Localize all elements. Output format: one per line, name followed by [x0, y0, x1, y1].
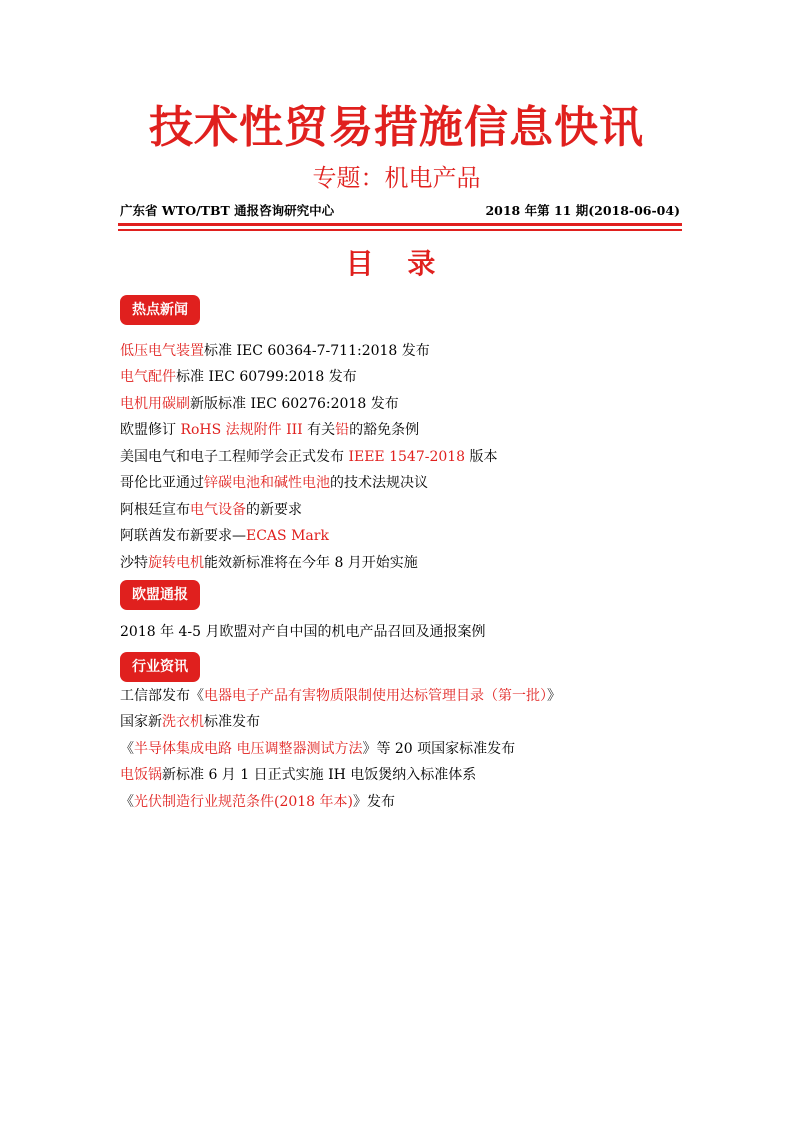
toc-item-text: 有关 [302, 422, 336, 438]
toc-item[interactable] [120, 498, 302, 522]
toc-item-text: 标准发布 [204, 714, 260, 730]
toc-item-highlight: 电气配件 [120, 369, 176, 385]
toc-item-highlight: IEEE 1547-2018 [348, 449, 466, 465]
toc-item-highlight: 电机用碳刷 [120, 396, 190, 412]
toc-item-text: 版本 [465, 449, 498, 465]
toc-item[interactable] [120, 339, 430, 363]
toc-item-highlight: 洗衣机 [162, 714, 204, 730]
toc-item[interactable] [120, 445, 498, 469]
toc-item-highlight: 半导体集成电路 电压调整器测试方法 [134, 741, 363, 757]
issue-number: 2018 年第 11 期(2018-06-04) [485, 203, 680, 218]
toc-item-highlight: 铅 [335, 422, 350, 438]
toc-item[interactable] [120, 737, 515, 761]
toc-item[interactable] [120, 365, 357, 389]
section-tag-hot-news: 热点新闻 [120, 295, 200, 325]
toc-item-highlight: 光伏制造行业规范条件(2018 年本) [134, 794, 354, 810]
toc-item-highlight: 旋转电机 [148, 555, 204, 571]
toc-item[interactable] [120, 471, 428, 495]
toc-item-text: 阿联酋发布新要求— [120, 528, 246, 544]
toc-item-highlight: 电饭锅 [120, 767, 162, 783]
toc-item-highlight: RoHS 法规附件 III [180, 422, 303, 438]
toc-item-text: 的豁免条例 [349, 422, 420, 438]
section-tag-industry-news: 行业资讯 [120, 652, 200, 682]
toc-item-text: 欧盟修订 [120, 422, 181, 438]
masthead-thin-rule [118, 229, 682, 231]
toc-item[interactable] [120, 418, 419, 442]
toc-item-text: 新版标准 IEC 60276:2018 发布 [190, 396, 399, 412]
toc-item-highlight: ECAS Mark [246, 528, 329, 544]
toc-item[interactable] [120, 763, 476, 787]
masthead-thick-rule [118, 223, 682, 226]
toc-item[interactable] [120, 551, 418, 575]
toc-item-text: 沙特 [120, 555, 148, 571]
toc-item-text: 的技术法规决议 [330, 475, 428, 491]
toc-item-highlight: 电气设备 [190, 502, 246, 518]
section-tag-eu-notifications: 欧盟通报 [120, 580, 200, 610]
publisher-name: 广东省 WTO/TBT 通报咨询研究中心 [120, 203, 335, 218]
toc-item[interactable] [120, 524, 329, 548]
toc-item-text: 》等 20 项国家标准发布 [362, 741, 516, 757]
toc-item-text: 的新要求 [246, 502, 302, 518]
toc-item[interactable] [120, 684, 561, 708]
toc-item-text: 阿根廷宣布 [120, 502, 190, 518]
toc-item-text: 《 [120, 741, 134, 757]
toc-item-text: 国家新 [120, 714, 162, 730]
toc-item-text: 美国电气和电子工程师学会正式发布 [120, 449, 349, 465]
toc-item-text: 》 [547, 688, 561, 704]
toc-heading: 目 录 [345, 247, 448, 280]
toc-item-text: 哥伦比亚通过 [120, 475, 204, 491]
toc-item-highlight: 低压电气装置 [120, 343, 204, 359]
toc-item[interactable] [120, 392, 399, 416]
toc-item[interactable] [120, 710, 260, 734]
newsletter-subtitle: 专题：机电产品 [312, 164, 481, 192]
toc-item-text: 新标准 6 月 1 日正式实施 IH 电饭煲纳入标准体系 [162, 767, 477, 783]
toc-item[interactable] [120, 790, 395, 814]
toc-item-text: 标准 IEC 60364-7-711:2018 发布 [204, 343, 430, 359]
toc-item[interactable] [120, 620, 486, 644]
toc-item-text: 标准 IEC 60799:2018 发布 [176, 369, 357, 385]
toc-item-text: 2018 年 4-5 月欧盟对产自中国的机电产品召回及通报案例 [120, 624, 486, 640]
newsletter-title: 技术性贸易措施信息快讯 [149, 102, 644, 153]
toc-item-highlight: 电器电子产品有害物质限制使用达标管理目录（第一批） [204, 688, 547, 704]
masthead-info [120, 201, 680, 221]
toc-item-text: 能效新标准将在今年 8 月开始实施 [204, 555, 418, 571]
toc-item-highlight: 锌碳电池和碱性电池 [204, 475, 330, 491]
toc-item-text: 《 [120, 794, 134, 810]
toc-item-text: 》发布 [353, 794, 396, 810]
toc-item-text: 工信部发布《 [120, 688, 204, 704]
